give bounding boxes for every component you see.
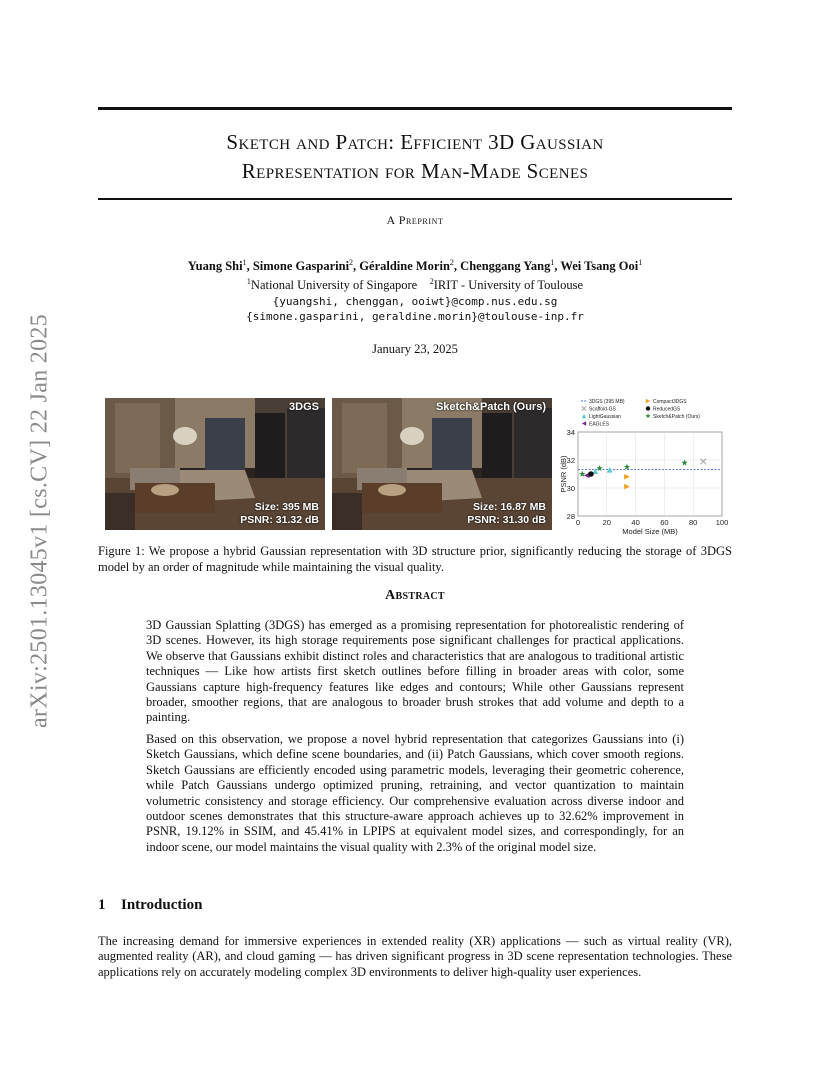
legend-item: Sketch&Patch (Ours) bbox=[653, 414, 700, 420]
psnr-vs-size-chart bbox=[560, 396, 740, 536]
author-affiliation-mark: 1 bbox=[242, 258, 247, 267]
author: Wei Tsang Ooi bbox=[560, 259, 639, 274]
affiliations bbox=[98, 277, 732, 293]
intro-paragraph: The increasing demand for immersive experiences in extended reality (XR) applications — such as virtual reality (VR), augmented reality (AR), and cloud gaming — has driven significant progress in 3D scene representation technologies. These applications rely on accurately modeling complex 3D environments to deliver high-quality user experiences. bbox=[98, 934, 732, 979]
preprint-label: A Preprint bbox=[386, 213, 444, 227]
publication-date: January 23, 2025 bbox=[372, 342, 458, 356]
legend-item: 3DGS (395 MB) bbox=[589, 399, 625, 405]
legend-marker bbox=[645, 413, 650, 418]
author-affiliation-mark: 2 bbox=[349, 258, 354, 267]
arxiv-stamp: arXiv:2501.13045v1 [cs.CV] 22 Jan 2025 bbox=[26, 313, 53, 729]
legend-marker bbox=[582, 406, 586, 410]
panel-title: 3DGS bbox=[289, 401, 319, 413]
x-tick-label: 80 bbox=[689, 518, 698, 527]
reducedgs-point bbox=[588, 471, 594, 477]
legend-item: ReducedGS bbox=[653, 406, 681, 413]
x-tick-label: 20 bbox=[602, 518, 611, 527]
panel-size: Size: 16.87 MB bbox=[473, 501, 546, 513]
compact3dgs-point bbox=[624, 474, 630, 480]
y-tick-label: 32 bbox=[566, 456, 575, 465]
sketch-patch-ours--point bbox=[681, 459, 687, 465]
panel-metrics bbox=[240, 501, 319, 527]
x-tick-label: 0 bbox=[575, 518, 581, 527]
email-line-1[interactable]: {yuangshi, chenggan, ooiwt}@comp.nus.edu.sg bbox=[272, 295, 558, 308]
sketch-patch-ours--point bbox=[579, 471, 585, 477]
legend-item: LightGaussian bbox=[589, 414, 621, 420]
panel-title: Sketch&Patch (Ours) bbox=[435, 401, 546, 413]
scaffold-gs-point bbox=[700, 459, 706, 465]
author-list: Yuang Shi$^1$, Simone Gasparini$^2$, Géraldine Morin$^2$, Chenggang Yang$^1$, Wei Tsang Ooi$^1$ bbox=[187, 258, 643, 274]
panel-psnr: PSNR: 31.30 dB bbox=[467, 514, 546, 526]
affiliation-number: 2 bbox=[429, 277, 434, 286]
title-line-2: Representation for Man-Made Scenes bbox=[241, 159, 589, 183]
figure-caption: Figure 1: We propose a hybrid Gaussian representation with 3D structure prior, significantly reducing the storage of 3DGS model by an order of magnitude while maintaining the visual quality. bbox=[98, 544, 732, 574]
affiliation-number: 1 bbox=[246, 277, 251, 286]
sketch-patch-ours--point bbox=[596, 465, 602, 471]
legend-marker bbox=[582, 414, 586, 418]
legend-item: Compact3DGS bbox=[653, 399, 687, 405]
email-line-2[interactable]: {simone.gasparini, geraldine.morin}@toulouse-inp.fr bbox=[246, 310, 584, 323]
legend-marker bbox=[646, 406, 650, 410]
section-title: Introduction bbox=[121, 897, 203, 913]
author: Géraldine Morin bbox=[359, 259, 450, 274]
paper-title bbox=[98, 128, 732, 186]
legend-marker bbox=[582, 421, 586, 425]
author: Yuang Shi bbox=[187, 259, 243, 274]
abstract-paragraph-2: Based on this observation, we propose a novel hybrid representation that categorizes Gaussians into (i) Sketch Gaussians, which define scene boundaries, and (ii) Patch Gaussians, which cover smooth regions. Sketch Gaussians are efficiently encoded using parametric models, leveraging their geometric coherence, while Patch Gaussians undergo optimized pruning, retraining, and vector quantization to maintain volumetric consistency and storage efficiency. Our comprehensive evaluation across diverse indoor and outdoor scenes demonstrates that this structure-aware approach achieves up to 32.62% improvement in PSNR, 19.12% in SSIM, and 45.41% in LPIPS at equivalent model sizes, and correspondingly, for an indoor scene, our model maintains the visual quality with 2.3% of the original model size. bbox=[146, 732, 684, 854]
section-number: 1 bbox=[98, 897, 106, 913]
figure-panel-ours bbox=[332, 398, 552, 530]
title-bottom-rule bbox=[98, 198, 732, 200]
compact3dgs-point bbox=[624, 484, 630, 490]
author-affiliation-mark: 2 bbox=[449, 258, 454, 267]
panel-psnr: PSNR: 31.32 dB bbox=[240, 514, 319, 526]
y-tick-label: 30 bbox=[566, 484, 575, 493]
x-tick-label: 100 bbox=[715, 518, 729, 527]
y-tick-label: 34 bbox=[566, 428, 575, 437]
legend-item: EAGLES bbox=[589, 421, 610, 428]
sketch-patch-ours--point bbox=[624, 464, 630, 470]
author-affiliation-mark: 1 bbox=[550, 258, 555, 267]
section-heading bbox=[98, 897, 202, 914]
title-line-1: Sketch and Patch: Efficient 3D Gaussian bbox=[226, 130, 604, 154]
author: Simone Gasparini bbox=[252, 259, 350, 274]
author-affiliation-mark: 1 bbox=[638, 258, 643, 267]
abstract-heading: Abstract bbox=[385, 588, 445, 603]
x-axis-label: Model Size (MB) bbox=[622, 527, 678, 536]
affiliation: IRIT - University of Toulouse bbox=[433, 278, 584, 293]
plot-area bbox=[578, 432, 722, 516]
legend-item: Scaffold-GS bbox=[589, 406, 616, 413]
x-tick-label: 60 bbox=[660, 518, 669, 527]
figure-panel-3dgs bbox=[105, 398, 325, 530]
affiliation: National University of Singapore bbox=[250, 278, 418, 293]
abstract-paragraph-1: 3D Gaussian Splatting (3DGS) has emerged as a promising representation for photorealistic rendering of 3D scenes. However, its high storage requirements pose significant challenges for practical applications. We observe that Gaussians exhibit distinct roles and characteristics that are analogous to traditional artistic techniques — Like how artists first sketch outlines before filling in broader areas with color, some Gaussians capture high-frequency features like edges and contours; While other Gaussians represent broader, smoother regions, that are analogous to broader brush strokes that add volume and depth to a painting. bbox=[146, 618, 684, 725]
legend-marker bbox=[646, 399, 650, 403]
x-tick-label: 40 bbox=[631, 518, 640, 527]
title-top-rule bbox=[98, 107, 732, 110]
panel-metrics bbox=[467, 501, 546, 527]
author: Chenggang Yang bbox=[460, 259, 551, 274]
panel-size: Size: 395 MB bbox=[254, 501, 319, 513]
y-axis-label: PSNR (dB) bbox=[559, 455, 568, 493]
y-tick-label: 28 bbox=[566, 512, 575, 521]
